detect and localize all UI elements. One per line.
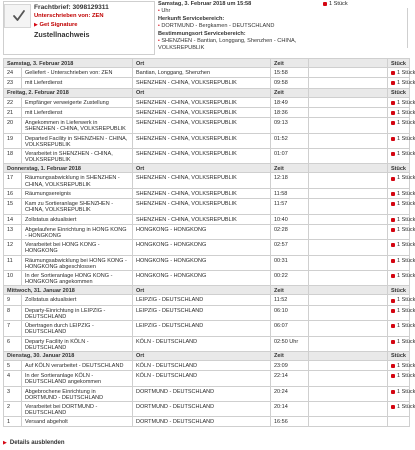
event-number: 12 xyxy=(4,240,22,255)
event-description: Geliefert - Unterschrieben von: ZEN xyxy=(22,68,133,78)
event-location: SHENZHEN - CHINA, VOLKSREPUBLIK xyxy=(133,118,271,133)
spacer-cell xyxy=(309,78,388,88)
event-time: 02:57 xyxy=(271,240,309,255)
event-time: 06:07 xyxy=(271,321,309,336)
pieces-badge xyxy=(391,120,415,126)
event-pieces xyxy=(388,133,415,148)
event-location: SHENZHEN - CHINA, VOLKSREPUBLIK xyxy=(133,107,271,117)
event-number: 1 xyxy=(4,417,22,427)
event-pieces xyxy=(388,240,415,255)
day-date: Samstag, 3. Februar 2018 xyxy=(4,59,133,68)
table-row xyxy=(4,295,410,305)
event-time: 11:57 xyxy=(271,199,309,214)
event-location: SHENZHEN - CHINA, VOLKSREPUBLIK xyxy=(133,188,271,198)
pieces-badge xyxy=(391,363,415,369)
event-location: LEIPZIG - DEUTSCHLAND xyxy=(133,295,271,305)
spacer-cell xyxy=(309,286,388,295)
piece-icon xyxy=(391,228,395,232)
table-row xyxy=(4,214,410,224)
event-time: 15:58 xyxy=(271,68,309,78)
pieces-count: 1 Stück xyxy=(397,175,415,182)
event-location: LEIPZIG - DEUTSCHLAND xyxy=(133,321,271,336)
checkmark-icon xyxy=(12,9,26,23)
event-pieces xyxy=(388,255,415,270)
event-time: 09:13 xyxy=(271,118,309,133)
piece-icon xyxy=(391,137,395,141)
spacer-cell xyxy=(309,59,388,68)
event-location: SHENZHEN - CHINA, VOLKSREPUBLIK xyxy=(133,199,271,214)
pieces-count: 1 Stück xyxy=(397,109,415,116)
pieces-badge xyxy=(391,373,415,379)
piece-icon xyxy=(391,309,395,313)
event-time: 20:14 xyxy=(271,402,309,417)
origin-value: DORTMUND - Bergkamen - DEUTSCHLAND xyxy=(161,23,275,30)
event-time: 11:58 xyxy=(271,188,309,198)
pieces-badge xyxy=(391,339,415,345)
event-time: 11:52 xyxy=(271,295,309,305)
event-pieces xyxy=(388,336,415,351)
pieces-badge xyxy=(391,201,415,207)
event-time: 02:28 xyxy=(271,224,309,239)
event-time: 02:50 Uhr xyxy=(271,336,309,351)
event-description: Räumungsereignis xyxy=(22,188,133,198)
event-time: 09:58 xyxy=(271,78,309,88)
pieces-badge xyxy=(391,100,415,106)
event-number: 10 xyxy=(4,271,22,286)
event-location: DORTMUND - DEUTSCHLAND xyxy=(133,402,271,417)
pieces-header: Stück xyxy=(388,59,410,68)
time-header: Zeit xyxy=(271,59,309,68)
event-location: DORTMUND - DEUTSCHLAND xyxy=(133,386,271,401)
event-location: HONGKONG - HONGKONG xyxy=(133,224,271,239)
spacer-cell xyxy=(309,321,388,336)
event-time: 00:31 xyxy=(271,255,309,270)
table-row xyxy=(4,173,410,188)
spacer-cell xyxy=(309,417,388,427)
pieces-header: Stück xyxy=(388,351,410,360)
day-header-row xyxy=(4,286,410,295)
event-number: 3 xyxy=(4,386,22,401)
day-date: Donnerstag, 1. Februar 2018 xyxy=(4,164,133,173)
event-description: In der Sortieranlage HONG KONG - HONGKONG angekommen xyxy=(22,271,133,286)
piece-icon xyxy=(391,218,395,222)
event-number: 8 xyxy=(4,305,22,320)
location-header: Ort xyxy=(133,351,271,360)
table-row xyxy=(4,224,410,239)
pieces-badge xyxy=(391,323,415,329)
pieces-count: 1 Stück xyxy=(397,338,415,345)
event-pieces xyxy=(388,107,415,117)
pieces-badge xyxy=(391,227,415,233)
header-pieces-count: 1 Stück xyxy=(329,1,348,7)
shipment-header xyxy=(0,0,412,57)
piece-icon xyxy=(391,71,395,75)
piece-icon xyxy=(391,111,395,115)
table-row xyxy=(4,360,410,370)
signed-by-text: Unterschrieben von: ZEN xyxy=(34,13,104,19)
spacer-cell xyxy=(309,118,388,133)
event-number: 21 xyxy=(4,107,22,117)
event-number: 4 xyxy=(4,371,22,386)
event-location: HONGKONG - HONGKONG xyxy=(133,240,271,255)
tracking-table xyxy=(3,58,415,427)
event-description: Zollstatus aktualisiert xyxy=(22,295,133,305)
table-row xyxy=(4,118,410,133)
event-number: 20 xyxy=(4,118,22,133)
piece-icon xyxy=(391,374,395,378)
event-pieces xyxy=(388,371,415,386)
piece-icon xyxy=(391,324,395,328)
spacer-cell xyxy=(309,133,388,148)
shipment-info xyxy=(158,1,322,53)
spacer-cell xyxy=(309,386,388,401)
event-pieces xyxy=(388,97,415,107)
destination-value: SHENZHEN - Bantian, Longgang, Shenzhen - CHINA, VOLKSREPUBLIK xyxy=(158,38,297,52)
event-description: Räumungsabwicklung bei HONG KONG - HONGKONG abgeschlossen xyxy=(22,255,133,270)
delivery-datetime: Samstag, 3. Februar 2018 um 15:58 xyxy=(158,1,252,7)
day-date: Freitag, 2. Februar 2018 xyxy=(4,88,133,97)
piece-icon xyxy=(391,259,395,263)
pieces-count: 1 Stück xyxy=(397,99,415,106)
event-description: Departy-Einrichtung in LEIPZIG - DEUTSCHLAND xyxy=(22,305,133,320)
spacer-cell xyxy=(309,97,388,107)
pieces-count: 1 Stück xyxy=(397,323,415,330)
origin-label: Herkunft Servicebereich: xyxy=(158,15,225,22)
event-number: 23 xyxy=(4,78,22,88)
spacer-cell xyxy=(309,188,388,198)
piece-icon xyxy=(391,364,395,368)
pieces-count: 1 Stück xyxy=(397,201,415,208)
pieces-count: 1 Stück xyxy=(397,242,415,249)
event-time: 00:22 xyxy=(271,271,309,286)
spacer-cell xyxy=(309,305,388,320)
table-row xyxy=(4,271,410,286)
pieces-count: 1 Stück xyxy=(397,70,415,76)
get-signature-link[interactable] xyxy=(34,21,109,30)
pieces-badge xyxy=(391,242,415,248)
table-row xyxy=(4,371,410,386)
event-description: Verarbeitet in SHENZHEN - CHINA, VOLKSREPUBLIK xyxy=(22,149,133,164)
event-time: 18:36 xyxy=(271,107,309,117)
table-row xyxy=(4,321,410,336)
spacer-cell xyxy=(309,360,388,370)
table-row xyxy=(4,133,410,148)
pieces-count: 1 Stück xyxy=(397,80,415,87)
event-number: 24 xyxy=(4,68,22,78)
piece-icon xyxy=(391,299,395,303)
pieces-badge xyxy=(391,273,415,279)
get-signature-label: Get Signature xyxy=(39,22,78,28)
event-number: 5 xyxy=(4,360,22,370)
event-pieces xyxy=(388,417,410,427)
table-row xyxy=(4,97,410,107)
header-scrollbar[interactable] xyxy=(407,8,410,48)
pieces-count: 1 Stück xyxy=(397,151,415,157)
event-time: 06:10 xyxy=(271,305,309,320)
event-location: LEIPZIG - DEUTSCHLAND xyxy=(133,305,271,320)
piece-icon xyxy=(391,152,395,156)
event-time: 16:56 xyxy=(271,417,309,427)
spacer-cell xyxy=(309,271,388,286)
day-header-row xyxy=(4,88,410,97)
event-location: SHENZHEN - CHINA, VOLKSREPUBLIK xyxy=(133,97,271,107)
spacer-cell xyxy=(309,240,388,255)
event-number: 2 xyxy=(4,402,22,417)
day-date: Mittwoch, 31. Januar 2018 xyxy=(4,286,133,295)
event-pieces xyxy=(388,321,415,336)
event-description: Übertragen durch LEIPZIG - DEUTSCHLAND xyxy=(22,321,133,336)
location-header: Ort xyxy=(133,59,271,68)
event-location: HONGKONG - HONGKONG xyxy=(133,255,271,270)
tracking-history xyxy=(3,58,415,427)
event-time: 10:40 xyxy=(271,214,309,224)
time-unit: Uhr xyxy=(161,8,171,15)
event-number: 17 xyxy=(4,173,22,188)
event-location: Bantian, Longgang, Shenzhen xyxy=(133,68,271,78)
event-location: HONGKONG - HONGKONG xyxy=(133,271,271,286)
event-pieces xyxy=(388,224,415,239)
spacer-cell xyxy=(309,199,388,214)
pieces-badge xyxy=(391,389,415,395)
event-time: 01:52 xyxy=(271,133,309,148)
piece-icon xyxy=(391,340,395,344)
pieces-count: 1 Stück xyxy=(397,362,415,369)
piece-icon xyxy=(323,2,327,6)
pieces-header: Stück xyxy=(388,88,410,97)
event-location: SHENZHEN - CHINA, VOLKSREPUBLIK xyxy=(133,133,271,148)
event-pieces xyxy=(388,199,415,214)
pieces-badge xyxy=(391,297,415,303)
pieces-header: Stück xyxy=(388,164,410,173)
table-row xyxy=(4,107,410,117)
event-pieces xyxy=(388,271,415,286)
piece-icon xyxy=(391,243,395,247)
event-location: KÖLN - DEUTSCHLAND xyxy=(133,371,271,386)
spacer-cell xyxy=(309,336,388,351)
event-number: 7 xyxy=(4,321,22,336)
table-row xyxy=(4,386,410,401)
event-description: Angekommen in Lieferwerk in SHENZHEN - CHINA, VOLKSREPUBLIK xyxy=(22,118,133,133)
event-description: Abgelaufene Einrichtung in HONG KONG - HONGKONG xyxy=(22,224,133,239)
event-pieces xyxy=(388,214,415,224)
arrow-right-icon: ▶ xyxy=(34,22,38,28)
event-time: 22:14 xyxy=(271,371,309,386)
table-row xyxy=(4,78,410,88)
event-number: 16 xyxy=(4,188,22,198)
pieces-count: 1 Stück xyxy=(397,373,415,380)
table-row xyxy=(4,305,410,320)
event-location: SHENZHEN - CHINA, VOLKSREPUBLIK xyxy=(133,173,271,188)
piece-icon xyxy=(391,81,395,85)
pieces-badge xyxy=(391,80,415,86)
event-time: 12:18 xyxy=(271,173,309,188)
details-toggle[interactable] xyxy=(3,440,65,446)
event-pieces xyxy=(388,68,415,78)
day-header-row xyxy=(4,59,410,68)
event-description: Kam zu Sortieranlage SHENZHEN - CHINA, VOLKSREPUBLIK xyxy=(22,199,133,214)
pieces-count: 1 Stück xyxy=(397,307,415,314)
spacer-cell xyxy=(309,255,388,270)
pieces-badge xyxy=(391,151,415,157)
table-row xyxy=(4,255,410,270)
pieces-count: 1 Stück xyxy=(397,190,415,197)
event-pieces xyxy=(388,295,415,305)
event-description: Zollstatus aktualisiert xyxy=(22,214,133,224)
event-pieces xyxy=(388,149,415,164)
day-header-row xyxy=(4,351,410,360)
pieces-count: 1 Stück xyxy=(397,273,415,280)
piece-icon xyxy=(391,202,395,206)
event-description: Departy Facility in KÖLN - DEUTSCHLAND xyxy=(22,336,133,351)
event-location: SHENZHEN - CHINA, VOLKSREPUBLIK xyxy=(133,78,271,88)
event-number: 11 xyxy=(4,255,22,270)
event-number: 22 xyxy=(4,97,22,107)
spacer-cell xyxy=(309,164,388,173)
delivered-status-box xyxy=(4,4,31,28)
piece-icon xyxy=(391,192,395,196)
event-pieces xyxy=(388,78,415,88)
arrow-right-icon: ▶ xyxy=(3,440,7,446)
piece-icon xyxy=(391,121,395,125)
pieces-count: 1 Stück xyxy=(397,135,415,142)
bullet-icon: • xyxy=(158,38,160,45)
time-header: Zeit xyxy=(271,164,309,173)
event-number: 13 xyxy=(4,224,22,239)
table-row xyxy=(4,336,410,351)
event-location: SHENZHEN - CHINA, VOLKSREPUBLIK xyxy=(133,149,271,164)
event-number: 18 xyxy=(4,149,22,164)
pieces-badge xyxy=(391,308,415,314)
pieces-count: 1 Stück xyxy=(397,388,415,395)
pieces-count: 1 Stück xyxy=(397,120,415,127)
location-header: Ort xyxy=(133,88,271,97)
shipment-summary-box xyxy=(3,1,155,55)
event-description: Departed Facility in SHENZHEN - CHINA, VOLKSREPUBLIK xyxy=(22,133,133,148)
delivery-proof-title: Zustellnachweis xyxy=(34,30,90,39)
day-date: Dienstag, 30. Januar 2018 xyxy=(4,351,133,360)
spacer-cell xyxy=(309,224,388,239)
spacer-cell xyxy=(309,371,388,386)
pieces-count: 1 Stück xyxy=(397,257,415,264)
event-pieces xyxy=(388,188,415,198)
table-row xyxy=(4,417,410,427)
event-pieces xyxy=(388,402,415,417)
pieces-badge xyxy=(391,217,415,223)
table-row xyxy=(4,240,410,255)
event-number: 6 xyxy=(4,336,22,351)
pieces-count: 1 Stück xyxy=(397,404,415,411)
event-description: mit Lieferdienst xyxy=(22,78,133,88)
bullet-icon: • xyxy=(158,8,160,15)
event-pieces xyxy=(388,173,415,188)
event-description: Verarbeitet bei HONG KONG - HONGKONG xyxy=(22,240,133,255)
event-location: SHENZHEN - CHINA, VOLKSREPUBLIK xyxy=(133,214,271,224)
event-pieces xyxy=(388,305,415,320)
destination-label: Bestimmungsort Servicebereich: xyxy=(158,30,246,37)
event-number: 15 xyxy=(4,199,22,214)
table-row xyxy=(4,199,410,214)
pieces-badge xyxy=(391,136,415,142)
spacer-cell xyxy=(309,88,388,97)
event-description: In der Sortieranlage KÖLN - DEUTSCHLAND angekommen xyxy=(22,371,133,386)
pieces-header: Stück xyxy=(388,286,410,295)
details-toggle-label: Details ausblenden xyxy=(9,440,65,446)
table-row xyxy=(4,188,410,198)
location-header: Ort xyxy=(133,286,271,295)
event-pieces xyxy=(388,360,415,370)
event-location: KÖLN - DEUTSCHLAND xyxy=(133,336,271,351)
waybill-number: Frachtbrief: 3098129311 xyxy=(34,4,109,11)
time-header: Zeit xyxy=(271,88,309,97)
pieces-count: 1 Stück xyxy=(397,216,415,223)
event-time: 18:49 xyxy=(271,97,309,107)
header-pieces xyxy=(323,1,409,8)
pieces-badge xyxy=(391,175,415,181)
event-description: Abgebrochene Einrichtung in DORTMUND - DEUTSCHLAND xyxy=(22,386,133,401)
table-row xyxy=(4,149,410,164)
event-time: 20:24 xyxy=(271,386,309,401)
event-description: Empfänger verweigerte Zustellung xyxy=(22,97,133,107)
event-description: mit Lieferdienst xyxy=(22,107,133,117)
pieces-badge xyxy=(391,191,415,197)
event-description: Räumungsabwicklung in SHENZHEN - CHINA, VOLKSREPUBLIK xyxy=(22,173,133,188)
spacer-cell xyxy=(309,295,388,305)
piece-icon xyxy=(391,177,395,181)
day-header-row xyxy=(4,164,410,173)
event-location: KÖLN - DEUTSCHLAND xyxy=(133,360,271,370)
event-number: 9 xyxy=(4,295,22,305)
piece-icon xyxy=(391,390,395,394)
spacer-cell xyxy=(309,173,388,188)
piece-icon xyxy=(391,405,395,409)
spacer-cell xyxy=(309,149,388,164)
pieces-badge xyxy=(391,404,415,410)
time-header: Zeit xyxy=(271,351,309,360)
spacer-cell xyxy=(309,351,388,360)
table-row xyxy=(4,402,410,417)
event-description: Verarbeitet bei DORTMUND - DEUTSCHLAND xyxy=(22,402,133,417)
pieces-count: 1 Stück xyxy=(397,226,415,233)
pieces-badge xyxy=(391,258,415,264)
event-pieces xyxy=(388,118,415,133)
pieces-badge xyxy=(391,110,415,116)
event-location: DORTMUND - DEUTSCHLAND xyxy=(133,417,271,427)
event-number: 19 xyxy=(4,133,22,148)
event-description: Auf KÖLN verarbeitet - DEUTSCHLAND xyxy=(22,360,133,370)
table-row xyxy=(4,68,410,78)
spacer-cell xyxy=(309,214,388,224)
spacer-cell xyxy=(309,107,388,117)
event-time: 23:09 xyxy=(271,360,309,370)
bullet-icon: • xyxy=(158,23,160,30)
piece-icon xyxy=(391,274,395,278)
piece-icon xyxy=(391,101,395,105)
event-description: Versand abgeholt xyxy=(22,417,133,427)
spacer-cell xyxy=(309,402,388,417)
spacer-cell xyxy=(309,68,388,78)
event-time: 01:07 xyxy=(271,149,309,164)
pieces-count: 1 Stück xyxy=(397,297,415,304)
pieces-badge xyxy=(391,70,415,76)
time-header: Zeit xyxy=(271,286,309,295)
location-header: Ort xyxy=(133,164,271,173)
event-number: 14 xyxy=(4,214,22,224)
event-pieces xyxy=(388,386,415,401)
